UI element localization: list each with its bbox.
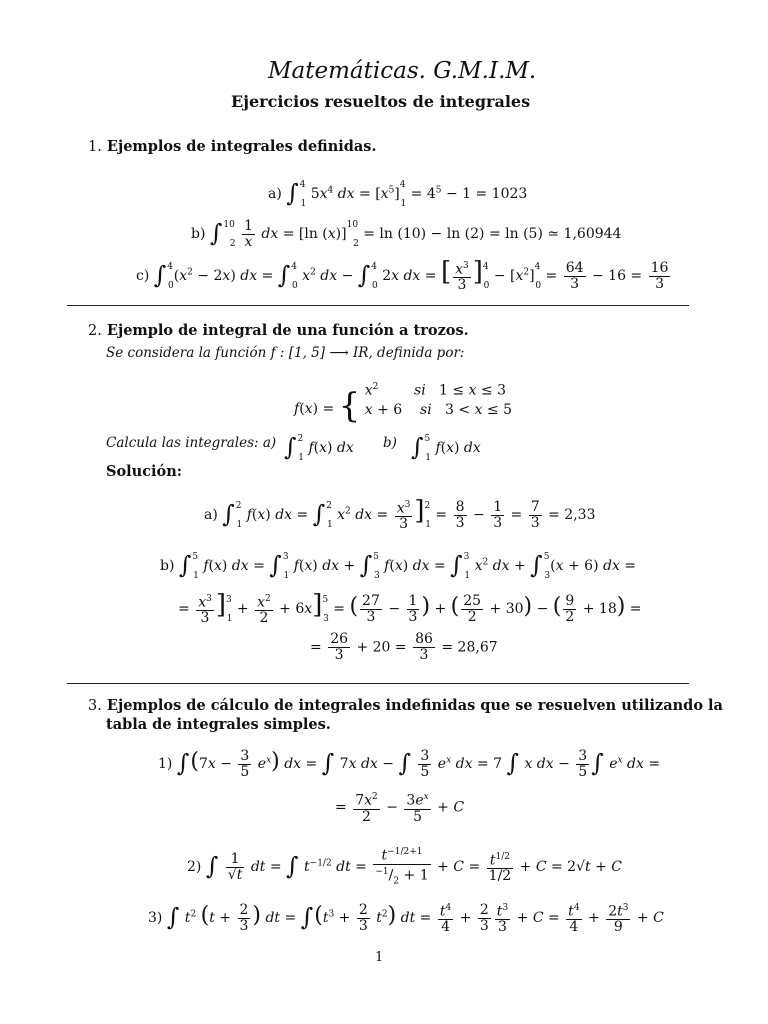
section-2-number: 2. — [88, 323, 102, 339]
section-1-title: Ejemplos de integrales definidas. — [106, 138, 377, 155]
section-2-intro: Se considera la función f : [1, 5] ⟶ IR, definida por: — [106, 345, 465, 361]
prompt-a: Calcula las integrales: a) — [106, 435, 277, 451]
equation-2a: a) ∫$^2_1$ f(x) dx = ∫$^2_1$ $x^2$ dx = $\frac{x^3}{3}$ ]$^2_1$ = $\frac{8}{3}$ − $\frac{1}{3}$ = $\frac{7}{3}$ = 2,33 — [204, 496, 596, 533]
section-2-title: Ejemplo de integral de una función a trozos. — [106, 322, 469, 339]
prompt-b: b) — [383, 435, 397, 451]
equation-1b: b) ∫$^{10}_2$ $\frac{1}{x}$ dx = [ln (x)]$^{10}_2$ = ln (10) − ln (2) = ln (5) ≃ 1,60944 — [191, 217, 622, 250]
equation-2b-line1: b) ∫$^5_1$ f(x) dx = ∫$^3_1$ f(x) dx + ∫$^5_3$ f(x) dx = ∫$^3_1$ $x^2$ dx + ∫$^5_3$(x + 6) dx = — [160, 551, 637, 581]
page-subtitle: Ejercicios resueltos de integrales — [231, 92, 531, 111]
equation-3-3: 3) ∫ $t^2$ (t + $\frac{2}{3}$ ) dt = $\int(t^3$ + $\frac{2}{3}$ $t^2$) dt = $\frac{t^4}{4}$ + $\frac{2}{3}$ $\frac{t^3}{3}$ + C = $\frac{t^4}{4}$ + $\frac{2t^3}{9}$ + C — [148, 901, 664, 936]
solution-label: Solución: — [106, 463, 183, 480]
equation-2b-line3: = $\frac{26}{3}$ + 20 = $\frac{86}{3}$ = 28,67 — [310, 631, 498, 663]
piecewise-definition: f(x) = { $x^2$ si 1 ≤ x ≤ 3 x + 6 si 3 < x ≤ 5 — [294, 382, 513, 426]
page-number: 1 — [375, 950, 384, 965]
prompt-integral-a: ∫$^2_1$ f(x) dx — [284, 433, 354, 463]
section-3-number: 3. — [88, 698, 102, 714]
equation-1c: c) $\int^4_0(x^2 - 2x)$ dx = ∫$^4_0$ $x^2$ dx − ∫$^4_0$ 2x dx = [ $\frac{x^3}{3}$ ]$^4_0 - [x^2]^4_0$ = $\frac{64}{3}$ − 16 = $\frac{16}{3}$ — [136, 257, 669, 294]
divider-1 — [67, 305, 689, 306]
equation-1a: a) ∫$^4_1$ $5x^4$ dx = $[x^5]^4_1 = 4^5 - 1 = 1023$ — [268, 179, 528, 209]
equation-3-2: 2) ∫ $\frac{1}{√t}$ dt = ∫ $t^{-1/2}$ dt = $\frac{t^{-1/2+1}}{^{-1}/_2 + 1}$ + C = $\frac{t^{1/2}}{1/2}$ + C = 2√t + C — [187, 847, 623, 887]
section-3-title-line2: tabla de integrales simples. — [106, 716, 331, 733]
divider-2 — [67, 683, 689, 684]
section-3-heading — [88, 697, 723, 714]
page-title: Matemáticas. G.M.I.M. — [268, 58, 537, 84]
equation-3-1-line1: 1) ∫(7x − $\frac{3}{5}$ $e^x$) dx = ∫ 7x dx − ∫ $\frac{3}{5}$ $e^x$ dx = 7 ∫ x dx − $\frac{3}{5}$ ∫ $e^x$ dx = — [158, 747, 661, 780]
section-1-heading — [88, 138, 377, 155]
prompt-integral-b: ∫$^5_1$ f(x) dx — [411, 433, 481, 463]
equation-2b-line2: = $\frac{x^3}{3}$ ]$^3_1$ + $\frac{x^2}{2}$ + 6x]$^5_3$ = ( $\frac{27}{3}$ − $\frac{1}{3}$ ) + ( $\frac{25}{2}$ + 30) − ( $\frac{9}{2}$ + 18) = — [178, 590, 642, 627]
equation-3-1-line2: = $\frac{7x^2}{2}$ − $\frac{3e^x}{5}$ + C — [335, 792, 465, 825]
section-3-title-line1: Ejemplos de cálculo de integrales indefinidas que se resuelven utilizando la — [106, 697, 723, 714]
section-2-heading — [88, 322, 469, 339]
section-1-number: 1. — [88, 139, 102, 155]
